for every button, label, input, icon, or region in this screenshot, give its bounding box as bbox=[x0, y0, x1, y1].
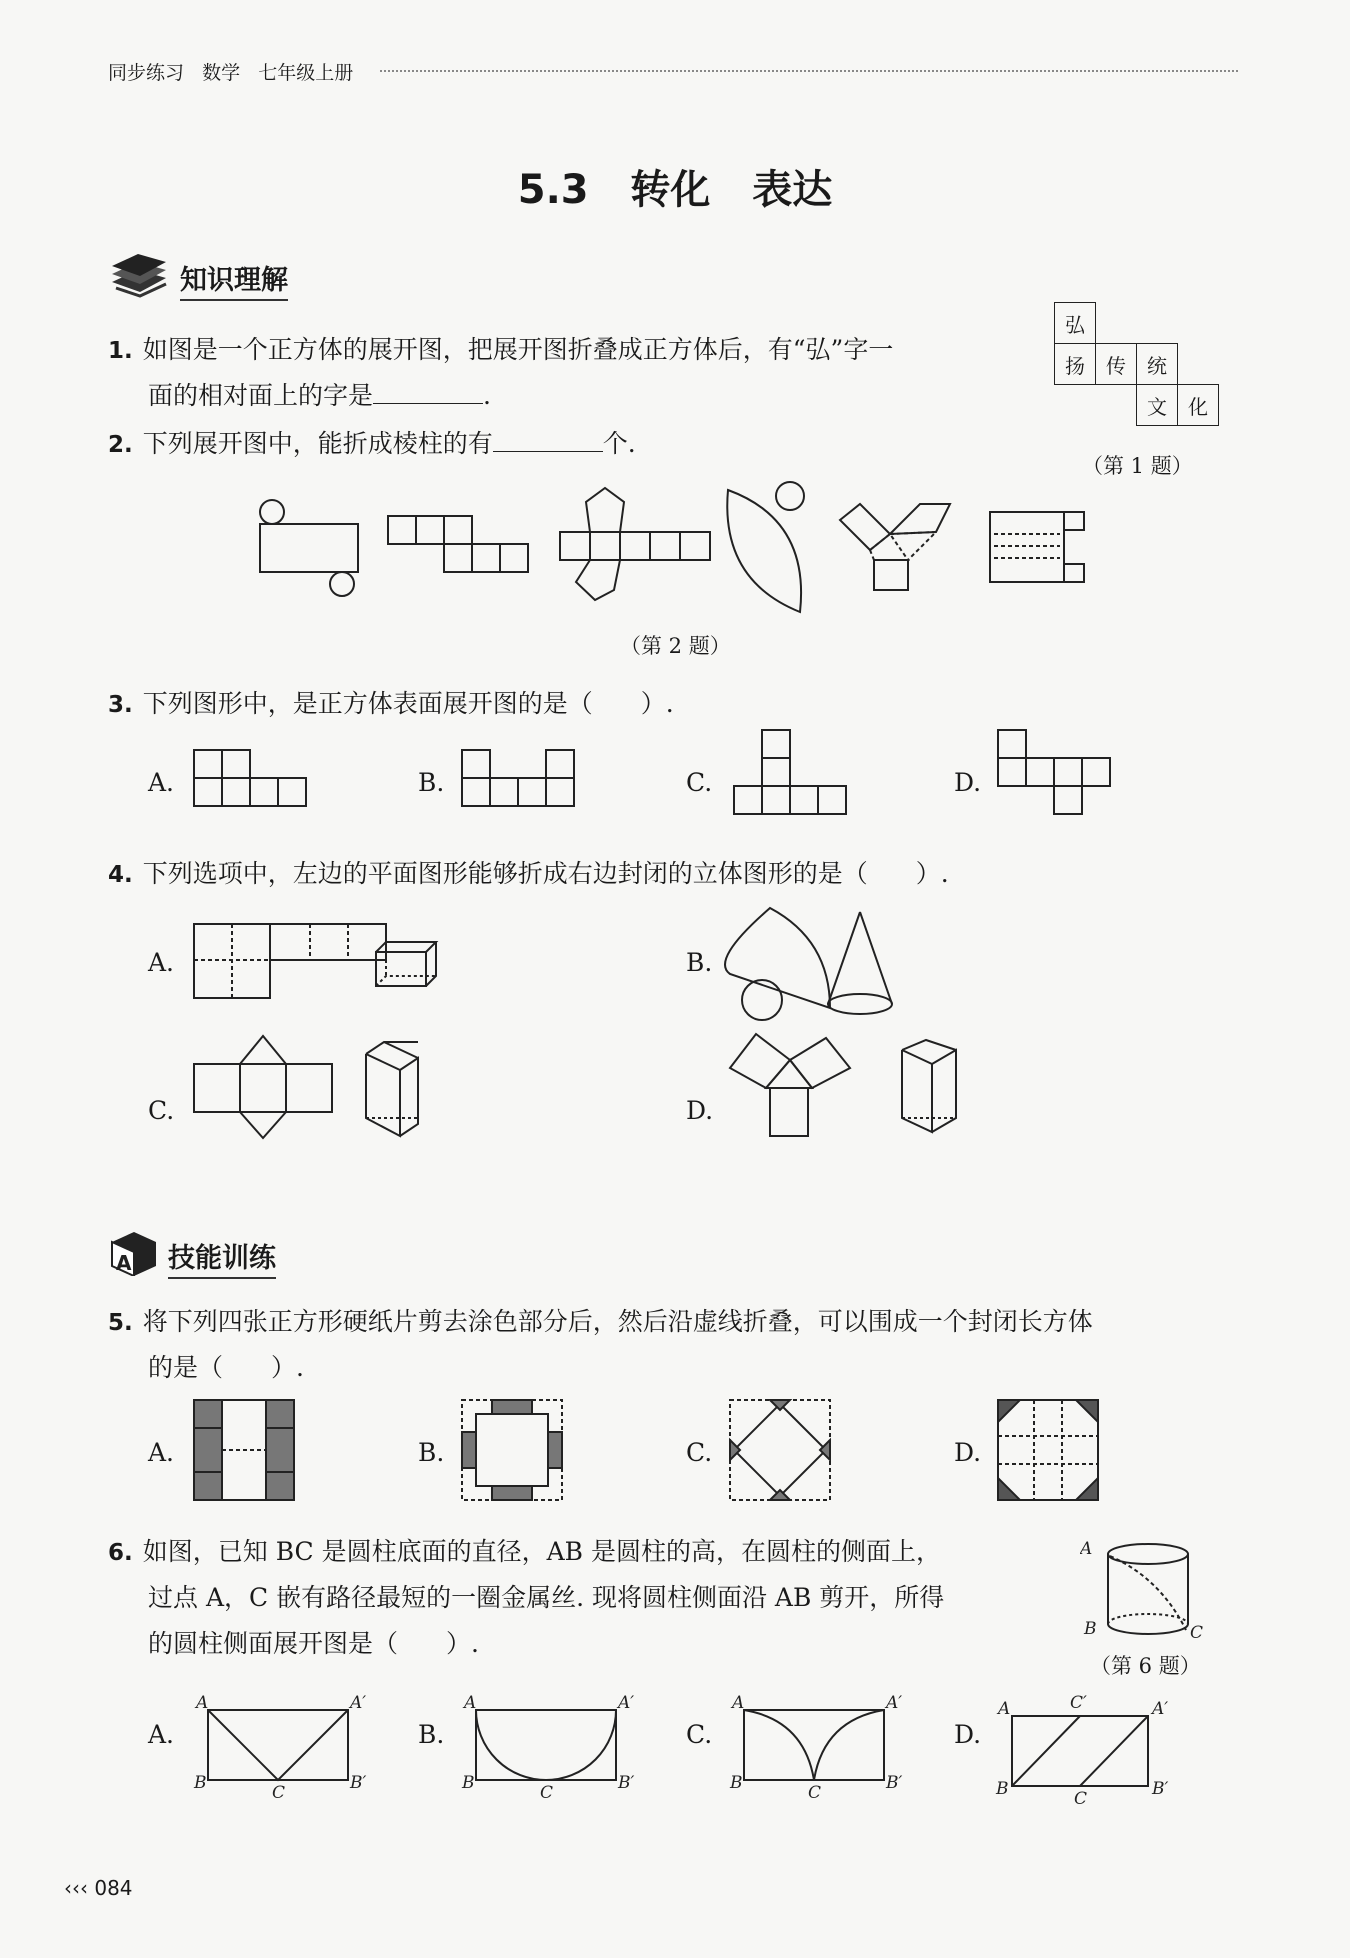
svg-text:C: C bbox=[540, 1783, 554, 1803]
option-label[interactable]: C. bbox=[148, 1096, 175, 1125]
net-cell: 化 bbox=[1178, 385, 1219, 426]
svg-text:B′: B′ bbox=[350, 1773, 367, 1793]
net-cell: 统 bbox=[1137, 344, 1178, 385]
question-2-figures bbox=[250, 480, 1100, 620]
net-d bbox=[998, 730, 1110, 814]
question-number: 5. bbox=[108, 1310, 133, 1336]
question-text: 的是（ bbox=[148, 1353, 224, 1382]
question-4-figures bbox=[190, 900, 990, 1180]
question-text: 面的相对面上的字是 bbox=[148, 381, 374, 410]
pentagonal-prism-net bbox=[560, 488, 710, 600]
card-c bbox=[730, 1400, 830, 1500]
svg-text:C: C bbox=[272, 1783, 286, 1803]
question-6-options bbox=[190, 1690, 1190, 1810]
option-label[interactable]: D. bbox=[686, 1096, 714, 1125]
option-label[interactable]: C. bbox=[686, 1438, 713, 1467]
point-label-c: C bbox=[1190, 1623, 1204, 1643]
triangular-prism-net bbox=[840, 504, 950, 590]
svg-text:A: A bbox=[732, 1693, 745, 1713]
question-text: 下列图形中，是正方体表面展开图的是（ bbox=[142, 689, 593, 718]
net-a bbox=[194, 750, 306, 806]
svg-text:B′: B′ bbox=[618, 1773, 635, 1793]
question-2 bbox=[108, 420, 636, 469]
question-text: 将下列四张正方形硬纸片剪去涂色部分后，然后沿虚线折叠，可以围成一个封闭长方体 bbox=[142, 1307, 1093, 1336]
svg-text:B: B bbox=[996, 1779, 1009, 1799]
question-4 bbox=[108, 850, 949, 899]
option-c-net bbox=[729, 1693, 902, 1803]
option-label[interactable]: D. bbox=[954, 768, 982, 797]
page-title: 5.3 转化 表达 bbox=[517, 167, 833, 213]
question-text: 个. bbox=[602, 429, 636, 458]
option-label[interactable]: D. bbox=[954, 1438, 982, 1467]
question-text: ）. bbox=[446, 1629, 479, 1658]
option-label[interactable]: A. bbox=[148, 768, 175, 797]
svg-text:C: C bbox=[808, 1783, 822, 1803]
svg-text:B: B bbox=[730, 1773, 743, 1793]
net-cell: 文 bbox=[1137, 385, 1178, 426]
option-b-figure bbox=[725, 908, 892, 1020]
strip-net bbox=[388, 516, 528, 572]
option-label[interactable]: B. bbox=[418, 768, 445, 797]
svg-text:B: B bbox=[462, 1773, 475, 1793]
card-d bbox=[998, 1400, 1098, 1500]
svg-text:A′: A′ bbox=[1152, 1699, 1169, 1719]
figure-caption: （第 2 题） bbox=[620, 634, 731, 658]
option-d-figure bbox=[730, 1034, 956, 1136]
option-d-net bbox=[995, 1693, 1168, 1809]
answer-blank[interactable] bbox=[373, 377, 483, 404]
svg-text:A: A bbox=[464, 1693, 477, 1713]
option-label[interactable]: B. bbox=[418, 1438, 445, 1467]
svg-text:B: B bbox=[194, 1773, 207, 1793]
section-title: 技能训练 bbox=[168, 1236, 276, 1279]
header-rule bbox=[380, 70, 1238, 72]
option-label[interactable]: C. bbox=[686, 768, 713, 797]
question-number: 3. bbox=[108, 692, 133, 718]
option-label[interactable]: A. bbox=[148, 1720, 175, 1749]
question-number: 6. bbox=[108, 1540, 133, 1566]
figure-caption: （第 6 题） bbox=[1090, 1654, 1201, 1678]
question-1-line2 bbox=[148, 372, 491, 419]
net-cell: 传 bbox=[1096, 344, 1137, 385]
cube-net-figure bbox=[1054, 302, 1219, 426]
option-label[interactable]: A. bbox=[148, 948, 175, 977]
figure-caption: （第 1 题） bbox=[1082, 454, 1193, 478]
net-cell: 扬 bbox=[1055, 344, 1096, 385]
option-a-figure bbox=[194, 924, 436, 998]
section-title: 知识理解 bbox=[180, 258, 288, 301]
svg-text:A: A bbox=[196, 1693, 209, 1713]
net-cell: 弘 bbox=[1055, 303, 1096, 344]
net-c bbox=[734, 730, 846, 814]
question-3-figures bbox=[190, 728, 1150, 840]
question-number: 2. bbox=[108, 432, 133, 458]
svg-text:C: C bbox=[1074, 1789, 1088, 1809]
question-5-line2 bbox=[148, 1344, 304, 1391]
question-number: 1. bbox=[108, 338, 133, 364]
question-text: ）. bbox=[915, 859, 949, 888]
question-number: 4. bbox=[108, 862, 133, 888]
question-6 bbox=[108, 1528, 941, 1577]
point-label-b: B bbox=[1084, 1619, 1097, 1639]
page-number: ‹‹‹ 084 bbox=[64, 1876, 133, 1900]
question-5-figures bbox=[190, 1396, 1110, 1506]
svg-text:A′: A′ bbox=[886, 1693, 903, 1713]
question-text: ）. bbox=[271, 1353, 304, 1382]
answer-blank[interactable] bbox=[493, 425, 603, 452]
question-1 bbox=[108, 326, 893, 375]
card-b bbox=[462, 1400, 562, 1500]
svg-text:B′: B′ bbox=[1152, 1779, 1169, 1799]
svg-text:B′: B′ bbox=[886, 1773, 903, 1793]
option-label[interactable]: B. bbox=[418, 1720, 445, 1749]
cylinder-figure bbox=[1080, 1538, 1210, 1648]
question-text: 下列展开图中，能折成棱柱的有 bbox=[142, 429, 493, 458]
question-text: ）. bbox=[640, 689, 674, 718]
question-6-line2: 过点 A，C 嵌有路径最短的一圈金属丝. 现将圆柱侧面沿 AB 剪开，所得 bbox=[148, 1583, 945, 1612]
option-b-net bbox=[461, 1693, 634, 1803]
running-header: 同步练习 数学 七年级上册 bbox=[108, 62, 354, 84]
svg-text:A′: A′ bbox=[350, 1693, 367, 1713]
svg-text:A′: A′ bbox=[618, 1693, 635, 1713]
svg-text:C′: C′ bbox=[1070, 1693, 1087, 1713]
rect-prism-net bbox=[990, 512, 1084, 582]
question-text: 下列选项中，左边的平面图形能够折成右边封闭的立体图形的是（ bbox=[142, 859, 868, 888]
question-5 bbox=[108, 1298, 1093, 1347]
option-c-figure bbox=[194, 1036, 418, 1138]
cone-net bbox=[727, 482, 804, 612]
option-label[interactable]: B. bbox=[686, 948, 713, 977]
question-text: 的圆柱侧面展开图是（ bbox=[148, 1629, 399, 1658]
period: . bbox=[483, 381, 491, 410]
option-label[interactable]: C. bbox=[686, 1720, 713, 1749]
svg-text:A: A bbox=[998, 1699, 1011, 1719]
net-b bbox=[462, 750, 574, 806]
cylinder-net bbox=[260, 500, 358, 596]
card-a bbox=[194, 1400, 294, 1500]
point-label-a: A bbox=[1080, 1539, 1093, 1559]
option-label[interactable]: D. bbox=[954, 1720, 982, 1749]
question-text: 如图，已知 BC 是圆柱底面的直径，AB 是圆柱的高，在圆柱的侧面上， bbox=[142, 1537, 941, 1566]
option-label[interactable]: A. bbox=[148, 1438, 175, 1467]
question-text: 如图是一个正方体的展开图，把展开图折叠成正方体后，有“弘”字一 bbox=[142, 335, 894, 364]
books-icon bbox=[108, 252, 170, 298]
option-a-net bbox=[193, 1693, 366, 1803]
a-cube-icon bbox=[108, 1228, 160, 1276]
svg-text:A: A bbox=[116, 1251, 132, 1275]
question-3 bbox=[108, 680, 674, 729]
question-6-line3 bbox=[148, 1620, 479, 1667]
